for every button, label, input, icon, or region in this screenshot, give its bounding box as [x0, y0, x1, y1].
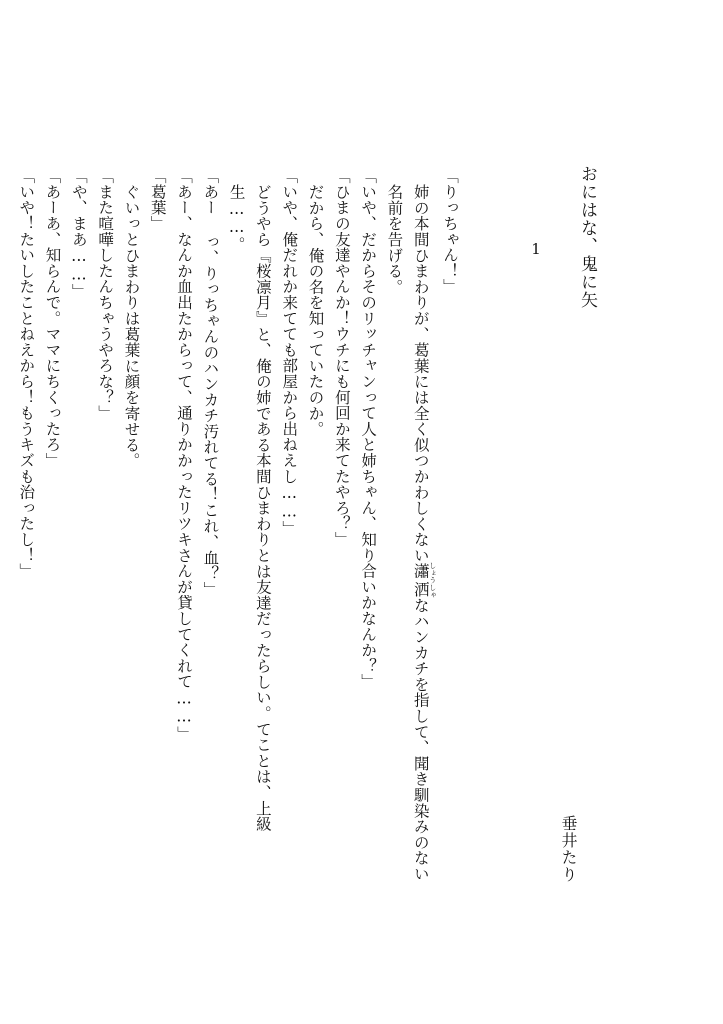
paragraph: 「あー っ、りっちゃんのハンカチ汚れてる！これ、血？」 — [201, 168, 220, 598]
paragraph: 「また喧嘩したんちゃうやろな？」 — [96, 168, 115, 421]
paragraph: 「葛葉」 — [148, 168, 167, 232]
paragraph: 「あーあ、知らんで。ママにちくったろ」 — [43, 168, 62, 469]
ruby-annotation: 瀟洒 しょうしゃ — [411, 561, 437, 598]
paragraph: ぐいっとひまわりは葛葉に顔を寄せる。 — [122, 183, 141, 468]
story-body — [17, 168, 463, 888]
story-title: おにはな、鬼に矢 — [577, 165, 597, 309]
author-name: 垂井たり — [559, 815, 578, 883]
paragraph: 「いや、だからそのリッチャンって人と姉ちゃん、知り合いかなんか？」 — [359, 168, 378, 690]
paragraph: 「いや！たいしたことねえから！もうキズも治ったし！」 — [17, 168, 36, 579]
paragraph: 「いや、俺だれか来てても部屋から出ねえし……」 — [280, 168, 299, 537]
chapter-number: 1 — [531, 240, 541, 258]
paragraph: 「ひまの友達やんか！ウチにも何回か来てたやろ？」 — [332, 168, 351, 548]
paragraph: どうやら『桜凛月』と、俺の姉である本間ひまわりとは友達だったらしい。てことは、上級生……。 — [227, 183, 272, 832]
paragraph: 「や、まあ……」 — [69, 168, 88, 300]
paragraph: 姉の本間ひまわりが、葛葉には全く似つかわしくない瀟洒 しょうしゃなハンカチを指して、聞き馴染みのない名前を告げる。 — [385, 183, 437, 882]
paragraph: 「あー、なんか血出たからって、通りかかったリツキさんが貸してくれて……」 — [175, 168, 194, 742]
paragraph: 「りっちゃん！」 — [441, 168, 459, 295]
paragraph: だから、俺の名を知っていたのか。 — [306, 183, 325, 437]
